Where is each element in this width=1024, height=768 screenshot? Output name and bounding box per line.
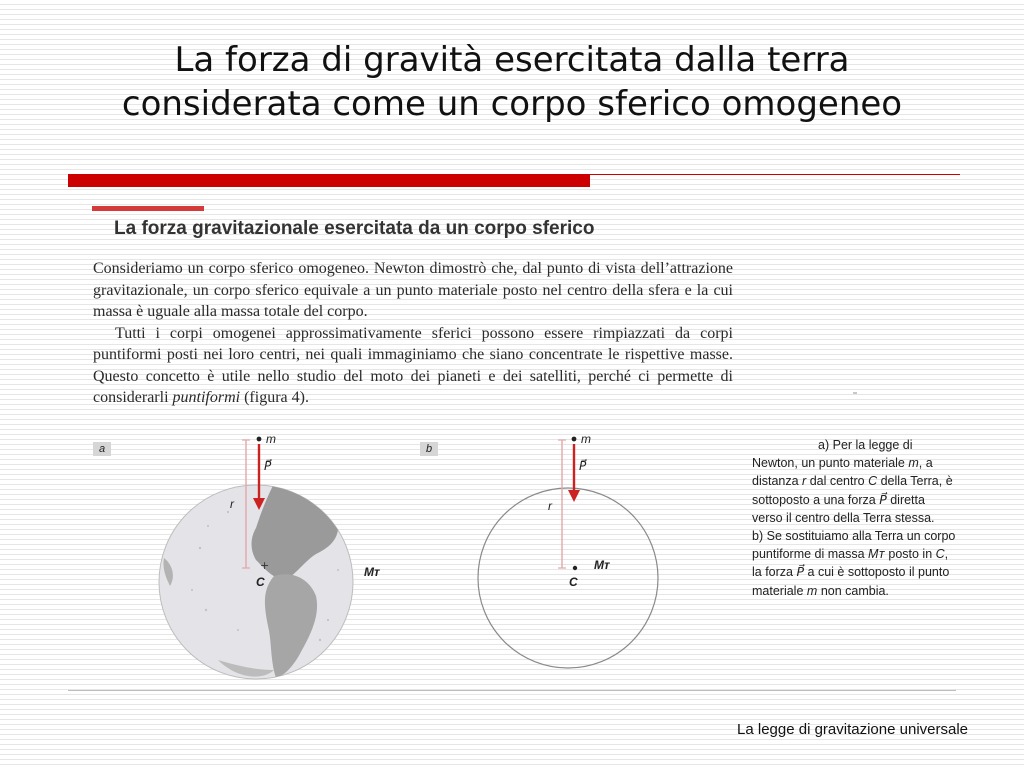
caption-b-MT: Mᴛ: [868, 547, 885, 562]
distance-r-label: r: [230, 497, 234, 511]
textbook-paragraph-1: Consideriamo un corpo sferico omogeneo. Newton dimostrò che, dal punto di vista dell’attrazione gravitazionale, un corpo sferico equivale a un punto materiale posto nel centro della sfera e la cui massa è uguale alla massa totale del corpo.: [93, 260, 733, 320]
paragraph-2-end: (figura 4).: [244, 389, 309, 406]
caption-a-r: r: [802, 474, 807, 489]
caption-a-text3: dal centro: [809, 474, 865, 489]
slide-title: [20, 38, 1004, 126]
earth-mass-label: Mᴛ: [594, 558, 610, 572]
caption-a-m: m: [908, 456, 919, 471]
caption-b-letter: b): [752, 529, 764, 544]
slide-title-line-2: considerata come un corpo sferico omogeneo: [121, 84, 903, 124]
caption-b-text5: non cambia.: [820, 583, 889, 598]
slide-footer: La legge di gravitazione universale: [737, 721, 968, 738]
figure-a-diagram: [88, 430, 408, 680]
caption-part-a: [752, 436, 957, 527]
caption-b-text3: , la forza: [752, 547, 949, 580]
mass-m-label: m: [581, 432, 591, 446]
force-p-label: P⃗: [579, 459, 587, 473]
caption-a-text1: Per la legge di Newton, un punto materiale: [752, 438, 913, 471]
figure-a-label: a: [93, 442, 111, 456]
caption-part-b: [752, 527, 957, 600]
caption-b-text4: a cui è sottoposto il punto materiale: [752, 565, 950, 598]
title-divider-red-bar: [68, 174, 590, 187]
earth-mass-label: Mᴛ: [364, 565, 380, 579]
center-cross: +: [260, 559, 270, 572]
caption-b-text1: Se sostituiamo alla Terra un corpo puntiforme di massa: [752, 529, 956, 562]
mass-m-label: m: [266, 432, 276, 446]
center-c-label: C: [569, 575, 578, 589]
point-mass-m: [257, 437, 262, 442]
textbook-body: [93, 258, 733, 409]
figure-b: [413, 430, 733, 680]
figure-a: [88, 430, 408, 680]
caption-a-P: P⃗: [879, 492, 887, 507]
center-c-label: C: [256, 575, 265, 589]
caption-a-letter: a): [818, 438, 830, 452]
caption-b-C: C: [935, 547, 945, 562]
slide-title-line-1: La forza di gravità esercitata dalla terra: [174, 40, 850, 80]
caption-b-m: m: [806, 583, 818, 598]
caption-a-text2: , a distanza: [752, 456, 933, 489]
heading-accent-bar: [92, 206, 204, 211]
caption-b-text2: posto in: [888, 547, 933, 562]
title-divider-red-line: [590, 174, 960, 175]
figure-b-label: b: [420, 442, 438, 456]
caption-a-C: C: [868, 474, 878, 489]
footer-divider: [68, 690, 956, 691]
caption-b-P: P⃗: [796, 565, 805, 580]
scan-speck: [853, 392, 857, 394]
caption-a-text5: diretta verso il centro della Terra stessa.: [752, 492, 935, 525]
point-mass-m: [572, 437, 577, 442]
point-mass-earth: [573, 566, 577, 570]
distance-r-label: r: [548, 499, 552, 513]
force-arrow-head: [568, 490, 580, 502]
caption-a-text4: della Terra, è sottoposto a una forza: [752, 474, 953, 507]
textbook-heading: La forza gravitazionale esercitata da un corpo sferico: [114, 218, 595, 239]
figure-caption: [752, 436, 957, 600]
earth-outline: [478, 488, 658, 668]
textbook-paragraph-2: [93, 323, 733, 409]
paragraph-2-text: Tutti i corpi omogenei approssimativamente sferici possono essere rimpiazzati da corpi puntiformi posti nei loro centri, nei quali immaginiamo che siano concentrate le rispettive masse. Questo concetto è utile nello studio del moto dei pianeti e dei satelliti, perché ci permette di considerarli: [93, 324, 733, 406]
paragraph-2-italic: puntiformi: [172, 389, 241, 406]
figure-b-diagram: [413, 430, 733, 680]
force-p-label: P⃗: [264, 459, 272, 473]
greenland-shape: [300, 469, 340, 486]
textbook-scan: [88, 198, 740, 678]
